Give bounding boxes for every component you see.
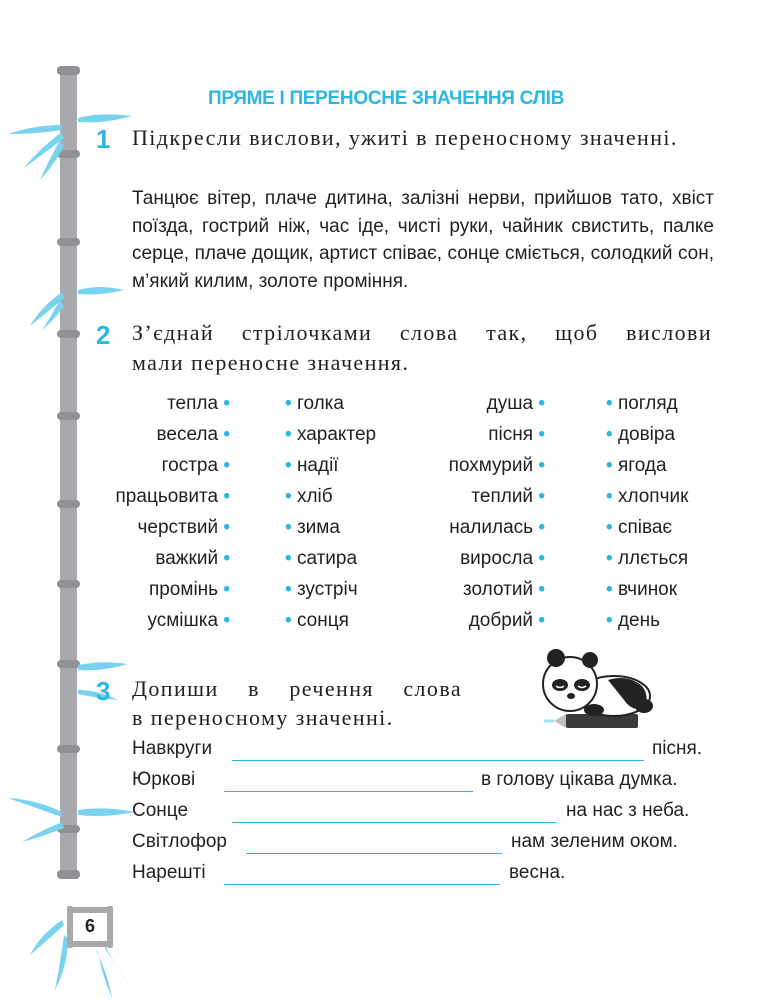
word-item[interactable]: весела • [156, 424, 230, 445]
sentence-start: Світлофор [132, 831, 227, 852]
word-item[interactable]: • зима [285, 517, 340, 538]
sentence-start: Юркові [132, 769, 196, 790]
task-number: 2 [96, 320, 111, 350]
word-item[interactable]: душа • [486, 393, 545, 414]
word-column-4 [606, 388, 746, 636]
sentence-start: Сонце [132, 800, 189, 821]
page-title: ПРЯМЕ І ПЕРЕНОСНЕ ЗНАЧЕННЯ СЛІВ [208, 88, 564, 109]
answer-blank[interactable] [224, 884, 500, 885]
word-item[interactable]: • характер [285, 424, 377, 445]
task-instruction: мали переносне значення. [132, 350, 410, 375]
sentence-end: в голову цікава думка. [481, 769, 678, 790]
word-item[interactable]: пісня • [488, 424, 545, 445]
sentence-end: весна. [509, 862, 566, 883]
answer-blank[interactable] [224, 791, 473, 792]
word-item[interactable]: працьовита • [115, 486, 230, 507]
word-item[interactable]: гостра • [161, 455, 230, 476]
word-item[interactable]: виросла • [460, 548, 545, 569]
answer-blank[interactable] [232, 760, 644, 761]
word-item[interactable]: промінь • [148, 579, 230, 600]
word-item[interactable]: • сонця [285, 610, 349, 631]
word-item[interactable]: • вчинок [606, 579, 678, 600]
word-column-1 [80, 388, 230, 636]
word-item[interactable]: важкий • [155, 548, 230, 569]
word-item[interactable]: • довіра [606, 424, 676, 445]
word-item[interactable]: черствий • [137, 517, 230, 538]
word-column-3 [395, 388, 545, 636]
sentence-start: Нарешті [132, 862, 206, 883]
word-item[interactable]: усмішка • [147, 610, 230, 631]
answer-blank[interactable] [246, 853, 502, 854]
task-text: Танцює вітер, плаче дитина, залізні нерви, прийшов тато, хвіст поїзда, гострий ніж, час іде, чисті руки, чайник свистить, палке серце, плаче дощик, артист співає, сонце сміється, солодкий сон, м’який килим, золоте проміння. [132, 188, 714, 292]
word-item[interactable]: • голка [285, 393, 344, 414]
task-number: 1 [96, 124, 111, 154]
task-instruction: Підкресли вислови, ужиті в переносному значенні. [132, 125, 678, 150]
word-item[interactable]: • зустріч [285, 579, 358, 600]
word-item[interactable]: • співає [606, 517, 673, 538]
word-item[interactable]: • хліб [285, 486, 333, 507]
task-instruction: З’єднай стрілочками слова так, щоб вислови [132, 320, 712, 345]
page-number: 6 [84, 916, 95, 936]
word-item[interactable]: налилась • [449, 517, 545, 538]
word-item[interactable]: • сатира [285, 548, 358, 569]
word-item[interactable]: • хлопчик [606, 486, 689, 507]
word-item[interactable]: • надії [285, 455, 339, 476]
sentence-end: нам зеленим оком. [511, 831, 678, 852]
bamboo-stem [57, 66, 80, 879]
word-item[interactable]: добрий • [468, 610, 545, 631]
word-item[interactable]: • день [606, 610, 660, 631]
word-item[interactable]: • ллється [606, 548, 689, 569]
sentence-end: на нас з неба. [566, 800, 690, 821]
task-instruction: Допиши в речення слова в переносному значенні. [132, 676, 462, 730]
sentence-end: пісня. [652, 738, 703, 759]
word-item[interactable]: похмурий • [448, 455, 545, 476]
panda-illustration [532, 640, 672, 732]
word-item[interactable]: золотий • [463, 579, 545, 600]
word-item[interactable]: тепла • [167, 393, 230, 414]
task-number: 3 [96, 676, 111, 706]
sentence-start: Навкруги [132, 738, 213, 759]
word-item[interactable]: • погляд [606, 393, 678, 414]
word-item[interactable]: теплий • [471, 486, 545, 507]
answer-blank[interactable] [232, 822, 556, 823]
word-item[interactable]: • ягода [606, 455, 667, 476]
